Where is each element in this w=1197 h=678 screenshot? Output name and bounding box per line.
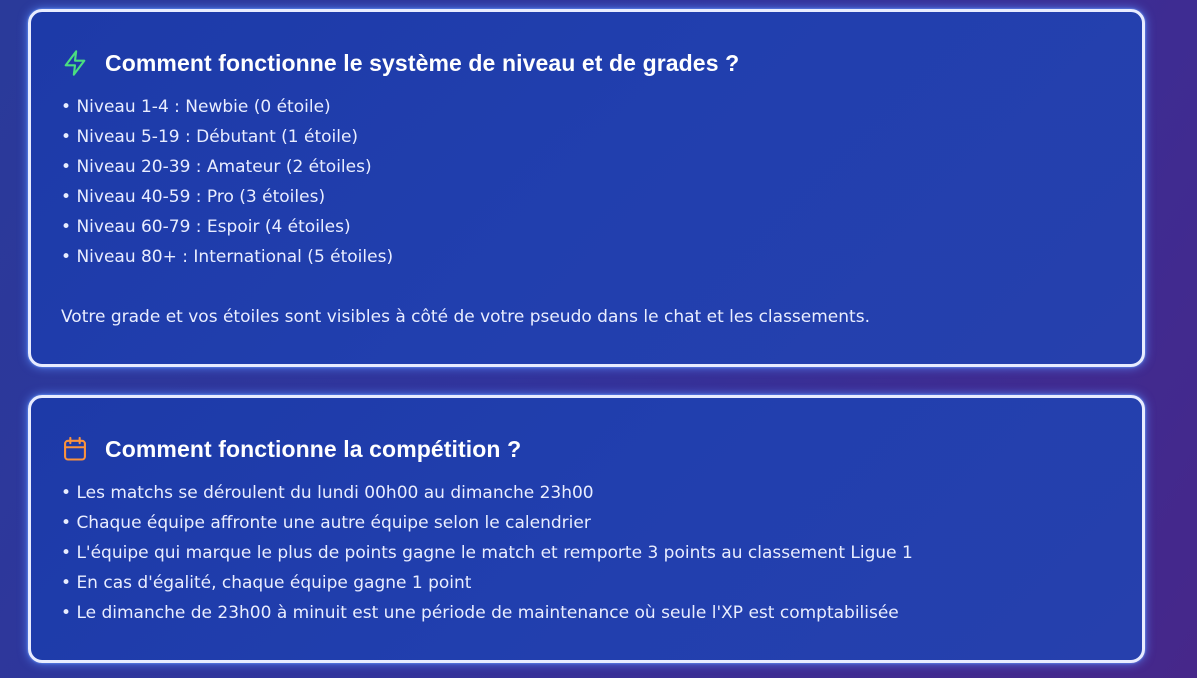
levels-faq-card <box>28 9 1145 367</box>
levels-card-title: Comment fonctionne le système de niveau et de grades ? <box>105 49 740 76</box>
list-item: • Les matchs se déroulent du lundi 00h00 au dimanche 23h00 <box>61 478 1112 508</box>
list-item: • Le dimanche de 23h00 à minuit est une période de maintenance où seule l'XP est comptabilisée <box>61 598 1112 628</box>
competition-card-header <box>61 432 1112 466</box>
list-item: • Niveau 20-39 : Amateur (2 étoiles) <box>61 152 1112 182</box>
list-item: • Niveau 80+ : International (5 étoiles) <box>61 242 1112 272</box>
competition-card-title: Comment fonctionne la compétition ? <box>105 435 522 462</box>
lightning-icon <box>61 49 89 77</box>
list-item: • En cas d'égalité, chaque équipe gagne 1 point <box>61 568 1112 598</box>
list-item: • Niveau 5-19 : Débutant (1 étoile) <box>61 122 1112 152</box>
list-item: • Chaque équipe affronte une autre équipe selon le calendrier <box>61 508 1112 538</box>
competition-faq-card <box>28 395 1145 663</box>
list-item: • L'équipe qui marque le plus de points gagne le match et remporte 3 points au classement Ligue 1 <box>61 538 1112 568</box>
list-item: • Niveau 60-79 : Espoir (4 étoiles) <box>61 212 1112 242</box>
levels-list <box>61 92 1112 272</box>
calendar-icon <box>61 435 89 463</box>
competition-list <box>61 478 1112 628</box>
list-item: • Niveau 1-4 : Newbie (0 étoile) <box>61 92 1112 122</box>
levels-note: Votre grade et vos étoiles sont visibles à côté de votre pseudo dans le chat et les classements. <box>61 307 870 327</box>
list-item: • Niveau 40-59 : Pro (3 étoiles) <box>61 182 1112 212</box>
levels-card-header <box>61 46 1112 80</box>
